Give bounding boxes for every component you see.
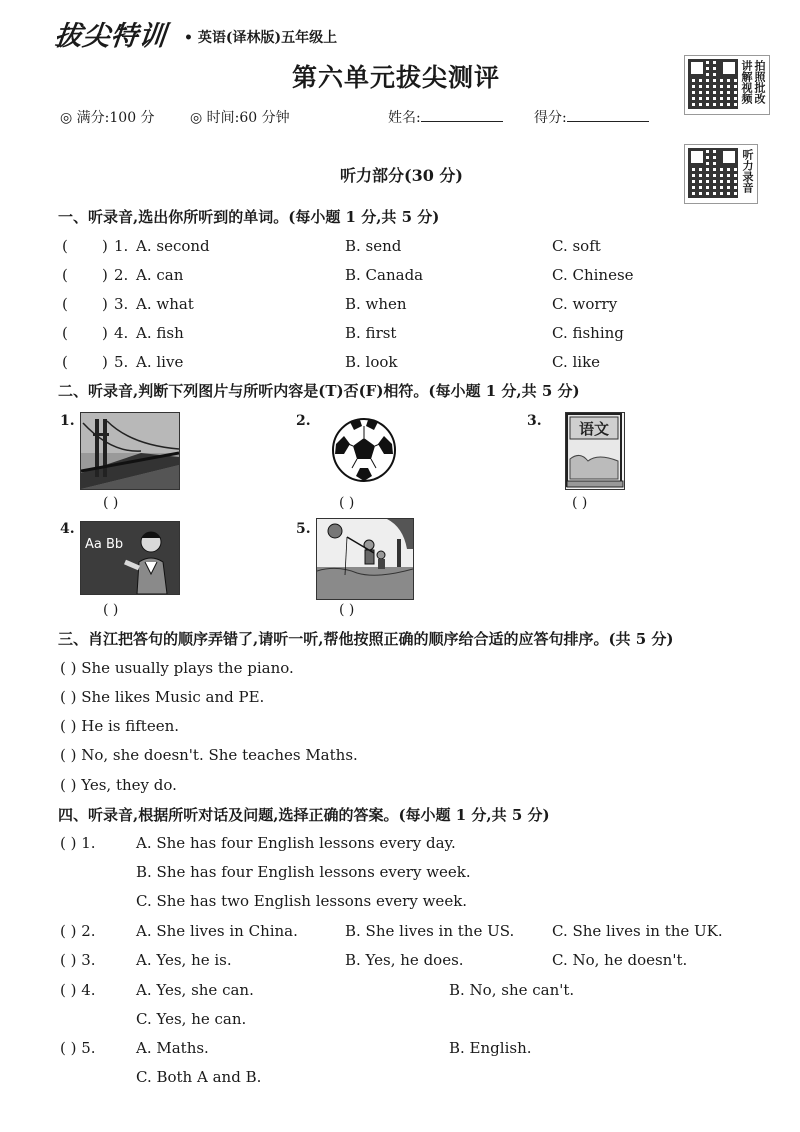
option-a: A. second xyxy=(136,237,210,255)
fishing-picture xyxy=(316,518,414,600)
time-label: ◎ 时间:60 分钟 xyxy=(190,110,290,126)
picture-label: 1. xyxy=(60,413,75,429)
part4-heading: 四、听录音,根据所听对话及问题,选择正确的答案。(每小题 1 分,共 5 分) xyxy=(58,806,550,824)
option-a: A. Maths. xyxy=(136,1039,209,1057)
chinese-book-picture xyxy=(565,412,625,490)
question-number: 5. xyxy=(114,353,129,371)
answer-paren-open[interactable]: ( xyxy=(62,353,68,371)
score-field[interactable] xyxy=(534,107,649,127)
option-c: C. Chinese xyxy=(552,266,634,284)
qr-code-caption: 听力录音 xyxy=(741,149,754,193)
brand-logo: 拔尖特训 xyxy=(53,21,169,52)
option-a: A. can xyxy=(136,266,184,284)
reorder-item[interactable]: ( ) Yes, they do. xyxy=(60,776,177,794)
qr-code-correction[interactable] xyxy=(684,55,770,115)
answer-blank[interactable]: ( ) xyxy=(339,495,355,511)
question-number: 3. xyxy=(114,295,129,313)
option-b: B. when xyxy=(345,295,407,313)
option-a: A. Yes, she can. xyxy=(136,981,254,999)
option-c: C. She has two English lessons every week. xyxy=(136,892,468,910)
option-b: B. first xyxy=(345,324,397,342)
book-cover-text: 语文 xyxy=(578,420,610,438)
picture-label: 3. xyxy=(527,413,542,429)
question-lead[interactable]: ( ) 4. xyxy=(60,981,96,999)
answer-paren-close[interactable]: ) xyxy=(102,237,108,255)
option-c: C. fishing xyxy=(552,324,624,342)
qr-code-caption: 拍照批改讲解视频 xyxy=(740,60,766,104)
answer-blank[interactable]: ( ) xyxy=(103,602,119,618)
qr-code-audio[interactable] xyxy=(684,144,758,204)
question-lead[interactable]: ( ) 5. xyxy=(60,1039,96,1057)
option-b: B. send xyxy=(345,237,402,255)
part2-heading: 二、听录音,判断下列图片与所听内容是(T)否(F)相符。(每小题 1 分,共 5 分) xyxy=(58,382,580,400)
question-lead[interactable]: ( ) 3. xyxy=(60,951,96,969)
full-score-label: ◎ 满分:100 分 xyxy=(60,110,155,126)
picture-label: 5. xyxy=(296,521,311,537)
name-field[interactable] xyxy=(388,107,503,127)
option-c: C. like xyxy=(552,353,601,371)
qr-code-icon xyxy=(688,59,738,109)
option-a: A. Yes, he is. xyxy=(136,951,232,969)
option-a: A. She lives in China. xyxy=(136,922,298,940)
listening-section-title: 听力部分(30 分) xyxy=(340,166,463,185)
option-b: B. No, she can't. xyxy=(449,981,575,999)
name-blank[interactable] xyxy=(421,107,503,122)
picture-label: 2. xyxy=(296,413,311,429)
answer-paren-close[interactable]: ) xyxy=(102,353,108,371)
option-c: C. No, he doesn't. xyxy=(552,951,688,969)
answer-paren-open[interactable]: ( xyxy=(62,237,68,255)
name-label: 姓名: xyxy=(388,110,421,126)
question-lead[interactable]: ( ) 2. xyxy=(60,922,96,940)
question-number: 1. xyxy=(114,237,129,255)
score-label: 得分: xyxy=(534,110,567,126)
picture-label: 4. xyxy=(60,521,75,537)
option-b: B. She has four English lessons every week. xyxy=(136,863,471,881)
option-c: C. Both A and B. xyxy=(136,1068,262,1086)
page-title: 第六单元拔尖测评 xyxy=(292,63,501,92)
answer-paren-close[interactable]: ) xyxy=(102,295,108,313)
option-b: B. Yes, he does. xyxy=(345,951,464,969)
bridge-picture xyxy=(80,412,180,490)
blackboard-text: Aa Bb xyxy=(85,537,124,552)
answer-paren-open[interactable]: ( xyxy=(62,295,68,313)
option-b: B. English. xyxy=(449,1039,532,1057)
teacher-blackboard-picture xyxy=(80,521,180,595)
score-blank[interactable] xyxy=(567,107,649,122)
answer-blank[interactable]: ( ) xyxy=(572,495,588,511)
reorder-item[interactable]: ( ) She likes Music and PE. xyxy=(60,688,265,706)
question-lead[interactable]: ( ) 1. xyxy=(60,834,96,852)
soccer-ball-picture xyxy=(330,416,398,484)
reorder-item[interactable]: ( ) No, she doesn't. She teaches Maths. xyxy=(60,746,358,764)
answer-blank[interactable]: ( ) xyxy=(339,602,355,618)
reorder-item[interactable]: ( ) She usually plays the piano. xyxy=(60,659,294,677)
option-b: B. look xyxy=(345,353,398,371)
answer-blank[interactable]: ( ) xyxy=(103,495,119,511)
qr-code-icon xyxy=(688,148,738,198)
answer-paren-open[interactable]: ( xyxy=(62,324,68,342)
part1-heading: 一、听录音,选出你所听到的单词。(每小题 1 分,共 5 分) xyxy=(58,208,440,226)
option-c: C. soft xyxy=(552,237,601,255)
question-number: 4. xyxy=(114,324,129,342)
option-c: C. She lives in the UK. xyxy=(552,922,723,940)
option-a: A. fish xyxy=(136,324,184,342)
option-a: A. She has four English lessons every day. xyxy=(136,834,456,852)
reorder-item[interactable]: ( ) He is fifteen. xyxy=(60,717,179,735)
option-b: B. She lives in the US. xyxy=(345,922,515,940)
answer-paren-close[interactable]: ) xyxy=(102,266,108,284)
question-number: 2. xyxy=(114,266,129,284)
book-subtitle: • 英语(译林版)五年级上 xyxy=(184,30,338,46)
option-c: C. worry xyxy=(552,295,618,313)
option-c: C. Yes, he can. xyxy=(136,1010,247,1028)
option-a: A. live xyxy=(136,353,184,371)
answer-paren-open[interactable]: ( xyxy=(62,266,68,284)
answer-paren-close[interactable]: ) xyxy=(102,324,108,342)
option-b: B. Canada xyxy=(345,266,424,284)
option-a: A. what xyxy=(136,295,194,313)
part3-heading: 三、肖江把答句的顺序弄错了,请听一听,帮他按照正确的顺序给合适的应答句排序。(共 5 分) xyxy=(58,630,674,648)
